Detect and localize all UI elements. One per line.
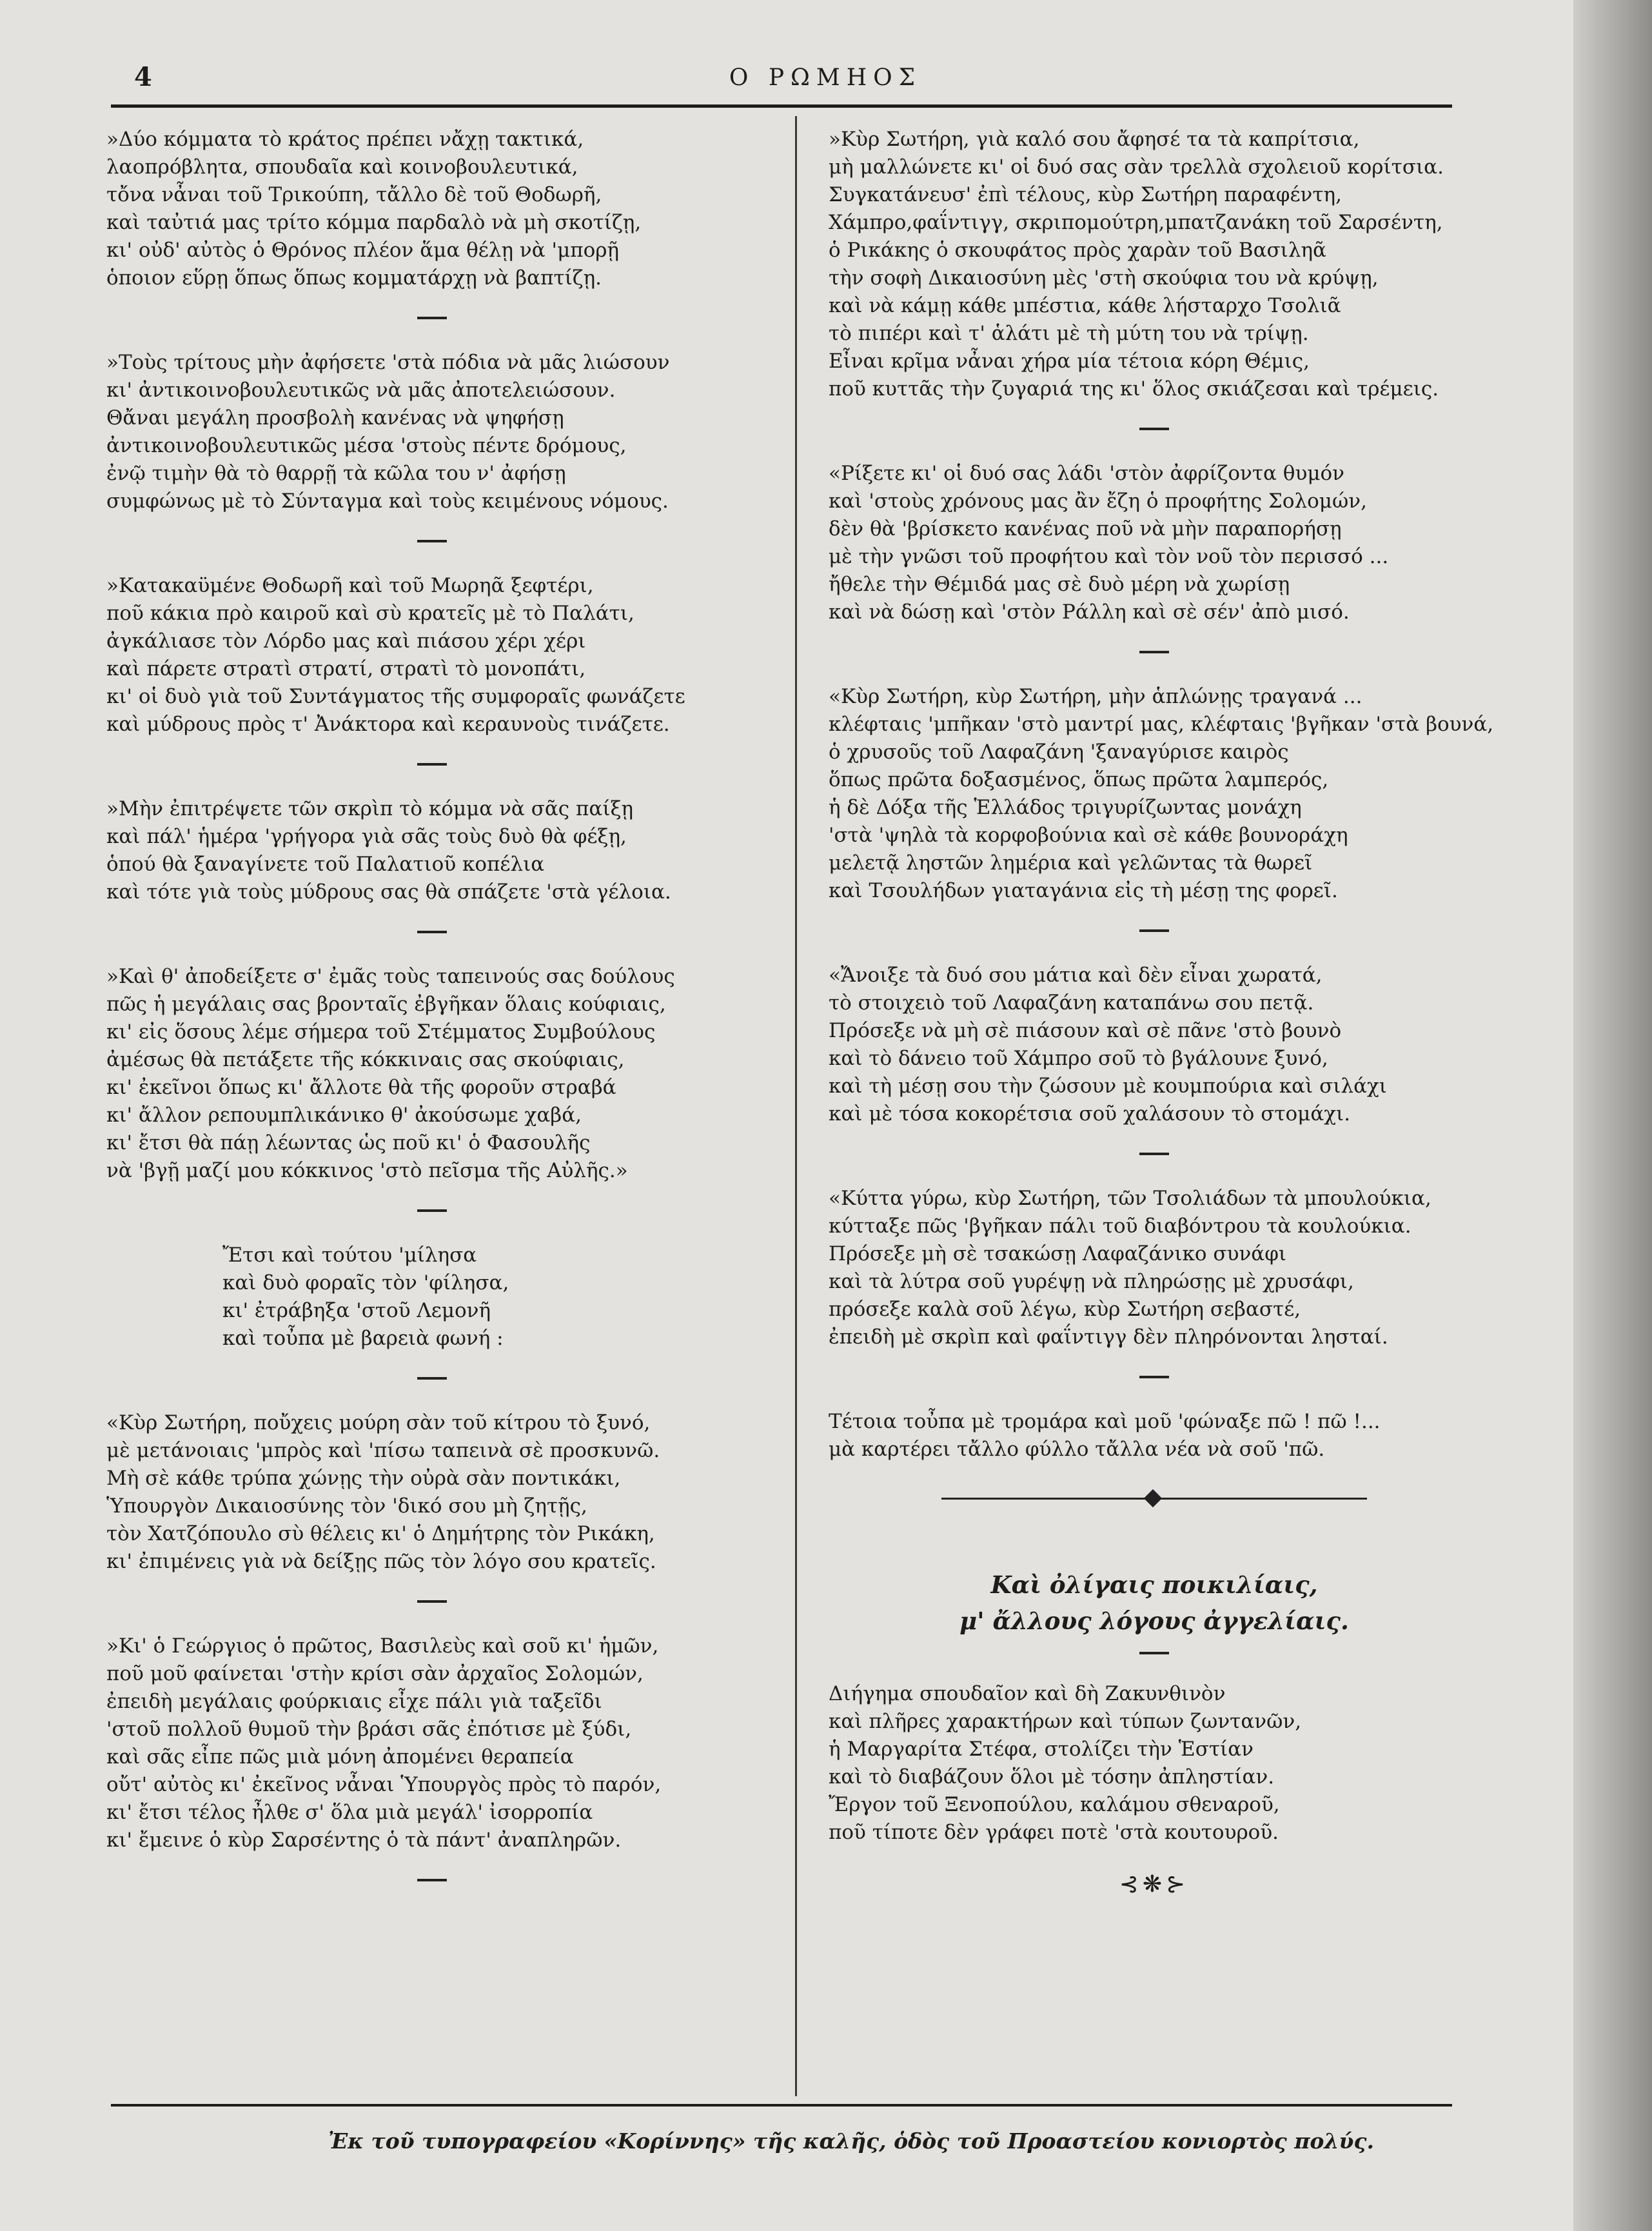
verse-line: »Δύο κόμματα τὸ κράτος πρέπει νἄχῃ τακτικά, <box>106 128 584 151</box>
column-divider <box>795 116 797 2096</box>
verse-line: μὲ τὴν γνῶσι τοῦ προφήτου καὶ τὸν νοῦ τὸν περισσό ... <box>829 545 1389 568</box>
verse-line: καὶ τοὖπα μὲ βαρειὰ φωνή : <box>222 1327 504 1350</box>
stanza-separator <box>417 763 447 766</box>
verse-line: ἀμέσως θὰ πετάξετε τῆς κόκκιναις σας σκούφιαις, <box>106 1048 625 1071</box>
verse-line: ἤθελε τὴν Θέμιδά μας σὲ δυὸ μέρη νὰ χωρίσῃ <box>829 573 1290 596</box>
notice-line: Διήγημα σπουδαῖον καὶ δὴ Ζακυνθινὸν <box>829 1682 1226 1705</box>
verse-line: καὶ πάλ' ἡμέρα 'γρήγορα γιὰ σᾶς τοὺς δυὸ θὰ φέξῃ, <box>106 825 627 848</box>
verse-line: πῶς ἡ μεγάλαις σας βρονταῖς ἐβγῆκαν ὅλαις κούφιαις, <box>106 993 666 1016</box>
verse-line: »Μὴν ἐπιτρέψετε τῶν σκρὶπ τὸ κόμμα νὰ σᾶς παίξῃ <box>106 797 634 820</box>
stanza-separator <box>1139 929 1169 932</box>
right-column <box>829 126 1494 1898</box>
verse-line: κλέφταις 'μπῆκαν 'στὸ μαντρί μας, κλέφταις 'βγῆκαν 'στὰ βουνά, <box>829 713 1494 736</box>
flourish-ornament: ⊰❋⊱ <box>1119 1871 1190 1898</box>
stanza-separator <box>1139 1153 1169 1155</box>
verse-line: ποῦ κυττᾶς τὴν ζυγαριά της κι' ὅλος σκιάζεσαι καὶ τρέμεις. <box>829 377 1439 401</box>
header-rule <box>111 104 1452 108</box>
stanza-separator <box>1139 651 1169 653</box>
verse-line: καὶ μύδρους πρὸς τ' Ἀνάκτορα καὶ κεραυνοὺς τινάζετε. <box>106 713 670 736</box>
stanza-separator <box>417 540 447 542</box>
verse-line: κι' εἰς ὅσους λέμε σήμερα τοῦ Στέμματος Συμβούλους <box>106 1020 656 1044</box>
notice-line: ἡ Μαργαρίτα Στέφα, στολίζει τὴν Ἑστίαν <box>829 1738 1254 1761</box>
verse-line: «Ρίξετε κι' οἱ δυό σας λάδι 'στὸν ἀφρίζοντα θυμόν <box>829 462 1344 485</box>
notice-line: καὶ τὸ διαβάζουν ὅλοι μὲ τόσην ἀπληστίαν. <box>829 1765 1275 1789</box>
verse-line: κι' ἐπιμένεις γιὰ νὰ δείξῃς πῶς τὸν λόγο σου κρατεῖς. <box>106 1550 656 1573</box>
verse-line: »Κι' ὁ Γεώργιος ὁ πρῶτος, Βασιλεὺς καὶ σοῦ κι' ἡμῶν, <box>106 1634 659 1658</box>
verse-line: Ἔτσι καὶ τούτου 'μίλησα <box>222 1244 477 1267</box>
verse-line: πρόσεξε καλὰ σοῦ λέγω, κὺρ Σωτήρη σεβαστέ, <box>829 1298 1301 1321</box>
verse-line: ἐπειδὴ μεγάλαις φούρκιαις εἶχε πάλι γιὰ ταξεῖδι <box>106 1690 602 1713</box>
stanza-separator <box>417 931 447 933</box>
verse-line: καὶ τὸ δάνειο τοῦ Χάμπρο σοῦ τὸ βγάλουνε ξυνό, <box>829 1047 1328 1070</box>
printer-imprint: Ἐκ τοῦ τυπογραφείου «Κορίννης» τῆς καλῆς, ὁδὸς τοῦ Προαστείου κονιορτὸς πολύς. <box>328 2128 1374 2154</box>
verse-line: δὲν θὰ 'βρίσκετο κανένας ποῦ νὰ μὴν παραπορήσῃ <box>829 517 1342 540</box>
verse-line: Χάμπρο,φαΐντιγγ, σκριπομούτρη,μπατζανάκη τοῦ Σαρσέντη, <box>829 211 1443 234</box>
verse-line: ὁποιον εὕρῃ ὅπως ὅπως κομματάρχῃ νὰ βαπτίζῃ. <box>106 266 602 290</box>
verse-line: μὲ μετάνοιαις 'μπρὸς καὶ 'πίσω ταπεινὰ σὲ προσκυνῶ. <box>106 1439 660 1462</box>
verse-line: νὰ 'βγῇ μαζί μου κόκκινος 'στὸ πεῖσμα τῆς Αὐλῆς.» <box>106 1159 628 1182</box>
verse-line: 'στοῦ πολλοῦ θυμοῦ τὴν βράσι σᾶς ἐπότισε μὲ ξύδι, <box>106 1718 632 1741</box>
stanza-separator <box>417 1209 447 1212</box>
verse-line: τὴν σοφὴ Δικαιοσύνη μὲς 'στὴ σκούφια του νὰ κρύψῃ, <box>829 266 1379 290</box>
verse-line: »Καὶ θ' ἀποδείξετε σ' ἐμᾶς τοὺς ταπεινούς σας δούλους <box>106 965 675 988</box>
stanza <box>106 126 758 292</box>
stanza <box>106 963 758 1185</box>
verse-line: καὶ δυὸ φοραῖς τὸν 'φίλησα, <box>222 1271 509 1294</box>
verse-line: ποῦ μοῦ φαίνεται 'στὴν κρίσι σὰν ἀρχαῖος Σολομών, <box>106 1662 644 1685</box>
verse-line: Μὴ σὲ κάθε τρύπα χώνῃς τὴν οὐρὰ σὰν ποντικάκι, <box>106 1467 621 1490</box>
stanza <box>106 572 758 739</box>
verse-line: Πρόσεξε μὴ σὲ τσακώσῃ Λαφαζάνικο συνάφι <box>829 1242 1287 1265</box>
stanza <box>106 1409 758 1576</box>
section-heading: Καὶ ὀλίγαις ποικιλίαις, <box>990 1571 1318 1599</box>
verse-line: συμφώνως μὲ τὸ Σύνταγμα καὶ τοὺς κειμένους νόμους. <box>106 490 669 513</box>
verse-line: κι' ἔτσι θὰ πάῃ λέωντας ὡς ποῦ κι' ὁ Φασουλῆς <box>106 1131 591 1155</box>
verse-line: καὶ Τσουλήδων γιαταγάνια εἰς τὴ μέσῃ της φορεῖ. <box>829 879 1338 902</box>
verse-line: τὸν Χατζόπουλο σὺ θέλεις κι' ὁ Δημήτρης τὸν Ρικάκη, <box>106 1522 655 1545</box>
footer-rule <box>111 2104 1452 2107</box>
verse-line: Θἄναι μεγάλη προσβολὴ κανένας νὰ ψηφήσῃ <box>106 406 564 430</box>
verse-line: ὁ Ρικάκης ὁ σκουφάτος πρὸς χαρὰν τοῦ Βασιληᾶ <box>829 239 1326 262</box>
verse-line: μελετᾷ ληστῶν λημέρια καὶ γελῶντας τὰ θωρεῖ <box>829 851 1313 875</box>
stanza <box>106 1632 758 1854</box>
verse-line: Συγκατάνευσ' ἐπὶ τέλους, κὺρ Σωτήρη παραφέντη, <box>829 183 1342 206</box>
verse-line: καὶ μὲ τόσα κοκορέτσια σοῦ χαλάσουν τὸ στομάχι. <box>829 1102 1351 1125</box>
verse-line: κι' οὐδ' αὐτὸς ὁ Θρόνος πλέον ἅμα θέλῃ νὰ 'μπορῇ <box>106 239 620 262</box>
verse-line: «Κύττα γύρω, κὺρ Σωτήρη, τῶν Τσολιάδων τὰ μπουλούκια, <box>829 1187 1431 1210</box>
verse-line: κύτταξε πῶς 'βγῆκαν πάλι τοῦ διαβόντρου τὰ κουλούκια. <box>829 1215 1411 1238</box>
verse-line: »Κὺρ Σωτήρη, γιὰ καλό σου ἄφησέ τα τὰ καπρίτσια, <box>829 128 1360 151</box>
stanza <box>829 1408 1480 1463</box>
stanza <box>829 683 1494 905</box>
ornamental-divider <box>941 1489 1367 1509</box>
verse-line: Εἶναι κρῖμα νἆναι χήρα μία τέτοια κόρη Θέμις, <box>829 350 1310 373</box>
verse-line: κι' ἀντικοινοβουλευτικῶς νὰ μᾶς ἀποτελειώσουν. <box>106 379 616 402</box>
verse-line: τὄνα νἆναι τοῦ Τρικούπη, τἄλλο δὲ τοῦ Θοδωρῆ, <box>106 183 602 206</box>
stanza-separator <box>1139 428 1169 430</box>
notice-line: Ἔργον τοῦ Ξενοπούλου, καλάμου σθεναροῦ, <box>829 1793 1280 1816</box>
verse-line: ἐνῷ τιμὴν θὰ τὸ θαρρῇ τὰ κῶλα του ν' ἀφήσῃ <box>106 462 566 485</box>
verse-line: κι' ἔτσι τέλος ἦλθε σ' ὅλα μιὰ μεγάλ' ἰσορροπία <box>106 1801 593 1824</box>
verse-line: «Ἄνοιξε τὰ δυό σου μάτια καὶ δὲν εἶναι χωρατά, <box>829 964 1323 987</box>
stanza <box>829 460 1480 626</box>
verse-line: μὴ μαλλώνετε κι' οἱ δυό σας σὰν τρελλὰ σχολειοῦ κορίτσια. <box>829 155 1444 179</box>
verse-line: «Κὺρ Σωτήρη, κὺρ Σωτήρη, μὴν ἁπλώνῃς τραγανά ... <box>829 685 1362 708</box>
verse-line: κι' οἱ δυὸ γιὰ τοῦ Συντάγματος τῆς συμφοραῖς φωνάζετε <box>106 685 685 708</box>
verse-line: καὶ ταὐτιά μας τρίτο κόμμα παρδαλὸ νὰ μὴ σκοτίζῃ, <box>106 211 642 234</box>
stanza-separator <box>417 1879 447 1881</box>
verse-line: ὁ χρυσοῦς τοῦ Λαφαζάνη 'ξαναγύρισε καιρὸς <box>829 740 1289 764</box>
verse-line: 'στὰ 'ψηλὰ τὰ κορφοβούνια καὶ σὲ κάθε βουνοράχη <box>829 824 1348 847</box>
stanza <box>829 1185 1480 1351</box>
page-number: 4 <box>134 62 152 92</box>
page-edge-shadow <box>1573 0 1652 2231</box>
verse-line: »Τοὺς τρίτους μὴν ἀφήσετε 'στὰ πόδια νὰ μᾶς λιώσουν <box>106 351 670 374</box>
verse-line: «Κὺρ Σωτήρη, ποὔχεις μούρη σὰν τοῦ κίτρου τὸ ξυνό, <box>106 1411 651 1434</box>
stanza <box>106 1242 758 1353</box>
verse-line: λαοπρόβλητα, σπουδαῖα καὶ κοινοβουλευτικά, <box>106 155 578 179</box>
verse-line: τὸ στοιχειὸ τοῦ Λαφαζάνη καταπάνω σου πετᾷ. <box>829 991 1314 1015</box>
verse-line: ἡ δὲ Δόξα τῆς Ἑλλάδος τριγυρίζωντας μονάχη <box>829 796 1302 819</box>
verse-line: κι' ἄλλον ρεπουμπλικάνικο θ' ἀκούσωμε χαβά, <box>106 1104 582 1127</box>
left-column <box>106 126 758 1911</box>
verse-line: ποῦ κάκια πρὸ καιροῦ καὶ σὺ κρατεῖς μὲ τὸ Παλάτι, <box>106 602 634 625</box>
stanza-separator <box>417 1600 447 1603</box>
verse-line: καὶ 'στοὺς χρόνους μας ἂν ἔζη ὁ προφήτης Σολομών, <box>829 490 1367 513</box>
verse-line: Τέτοια τοὖπα μὲ τρομάρα καὶ μοῦ 'φώναξε πῶ ! πῶ !... <box>829 1410 1381 1433</box>
stanza <box>106 349 758 515</box>
verse-line: ἐπειδὴ μὲ σκρὶπ καὶ φαΐντιγγ δὲν πληρόνονται λησταί. <box>829 1325 1388 1349</box>
verse-line: οὔτ' αὐτὸς κι' ἐκεῖνος νἆναι Ὑπουργὸς πρὸς τὸ παρόν, <box>106 1773 662 1796</box>
section-heading: μ' ἄλλους λόγους ἀγγελίαις. <box>959 1607 1349 1635</box>
stanza-separator <box>417 317 447 319</box>
verse-line: καὶ τότε γιὰ τοὺς μύδρους σας θὰ σπάζετε 'στὰ γέλοια. <box>106 880 671 904</box>
stanza <box>829 962 1480 1128</box>
stanza <box>829 126 1480 403</box>
verse-line: Πρόσεξε νὰ μὴ σὲ πιάσουν καὶ σὲ πᾶνε 'στὸ βουνὸ <box>829 1019 1342 1042</box>
stanza-separator <box>1139 1376 1169 1378</box>
notice-line: ποῦ τίποτε δὲν γράφει ποτὲ 'στὰ κουτουροῦ. <box>829 1821 1279 1844</box>
verse-line: μὰ καρτέρει τἄλλο φύλλο τἄλλα νέα νὰ σοῦ 'πῶ. <box>829 1438 1325 1461</box>
verse-line: καὶ τὴ μέσῃ σου τὴν ζώσουν μὲ κουμπούρια καὶ σιλάχι <box>829 1075 1387 1098</box>
verse-line: ἀντικοινοβουλευτικῶς μέσα 'στοὺς πέντε δρόμους, <box>106 434 627 457</box>
heading-separator <box>1139 1652 1169 1654</box>
verse-line: ὅπως πρῶτα δοξασμένος, ὅπως πρῶτα λαμπερός, <box>829 768 1329 791</box>
verse-line: κι' ἔμεινε ὁ κὺρ Σαρσέντης ὁ τὰ πάντ' ἀναπληρῶν. <box>106 1829 622 1852</box>
stanza <box>106 795 758 906</box>
verse-line: κι' ἐκεῖνοι ὅπως κι' ἄλλοτε θὰ τῆς φοροῦν στραβά <box>106 1076 616 1099</box>
verse-line: καὶ σᾶς εἶπε πῶς μιὰ μόνη ἀπομένει θεραπεία <box>106 1745 574 1769</box>
verse-line: καὶ πάρετε στρατὶ στρατί, στρατὶ τὸ μονοπάτι, <box>106 657 586 680</box>
verse-line: κι' ἐτράβηξα 'στοῦ Λεμονῆ <box>222 1299 491 1322</box>
notice-line: καὶ πλῆρες χαρακτήρων καὶ τύπων ζωντανῶν, <box>829 1710 1302 1733</box>
verse-line: Ὑπουργὸν Δικαιοσύνης τὸν 'δικό σου μὴ ζητῇς, <box>106 1494 587 1518</box>
masthead-title: Ο ΡΩΜΗΟΣ <box>729 64 922 91</box>
verse-line: καὶ νὰ κάμῃ κάθε μπέστια, κάθε λήσταρχο Τσολιᾶ <box>829 294 1341 317</box>
verse-line: ὁπού θὰ ξαναγίνετε τοῦ Παλατιοῦ κοπέλια <box>106 853 545 876</box>
literary-notice <box>829 1680 1480 1847</box>
verse-line: καὶ τὰ λύτρα σοῦ γυρέψῃ νὰ πληρώσῃς μὲ χρυσάφι, <box>829 1270 1354 1293</box>
verse-line: ἀγκάλιασε τὸν Λόρδο μας καὶ πιάσου χέρι χέρι <box>106 630 586 653</box>
verse-line: τὸ πιπέρι καὶ τ' ἁλάτι μὲ τὴ μύτη του νὰ τρίψῃ. <box>829 322 1309 345</box>
verse-line: καὶ νὰ δώσῃ καὶ 'στὸν Ράλλη καὶ σὲ σέν' ἀπὸ μισό. <box>829 600 1350 624</box>
stanza-separator <box>417 1377 447 1380</box>
verse-line: »Κατακαϋμένε Θοδωρῆ καὶ τοῦ Μωρηᾶ ξεφτέρι, <box>106 574 594 597</box>
